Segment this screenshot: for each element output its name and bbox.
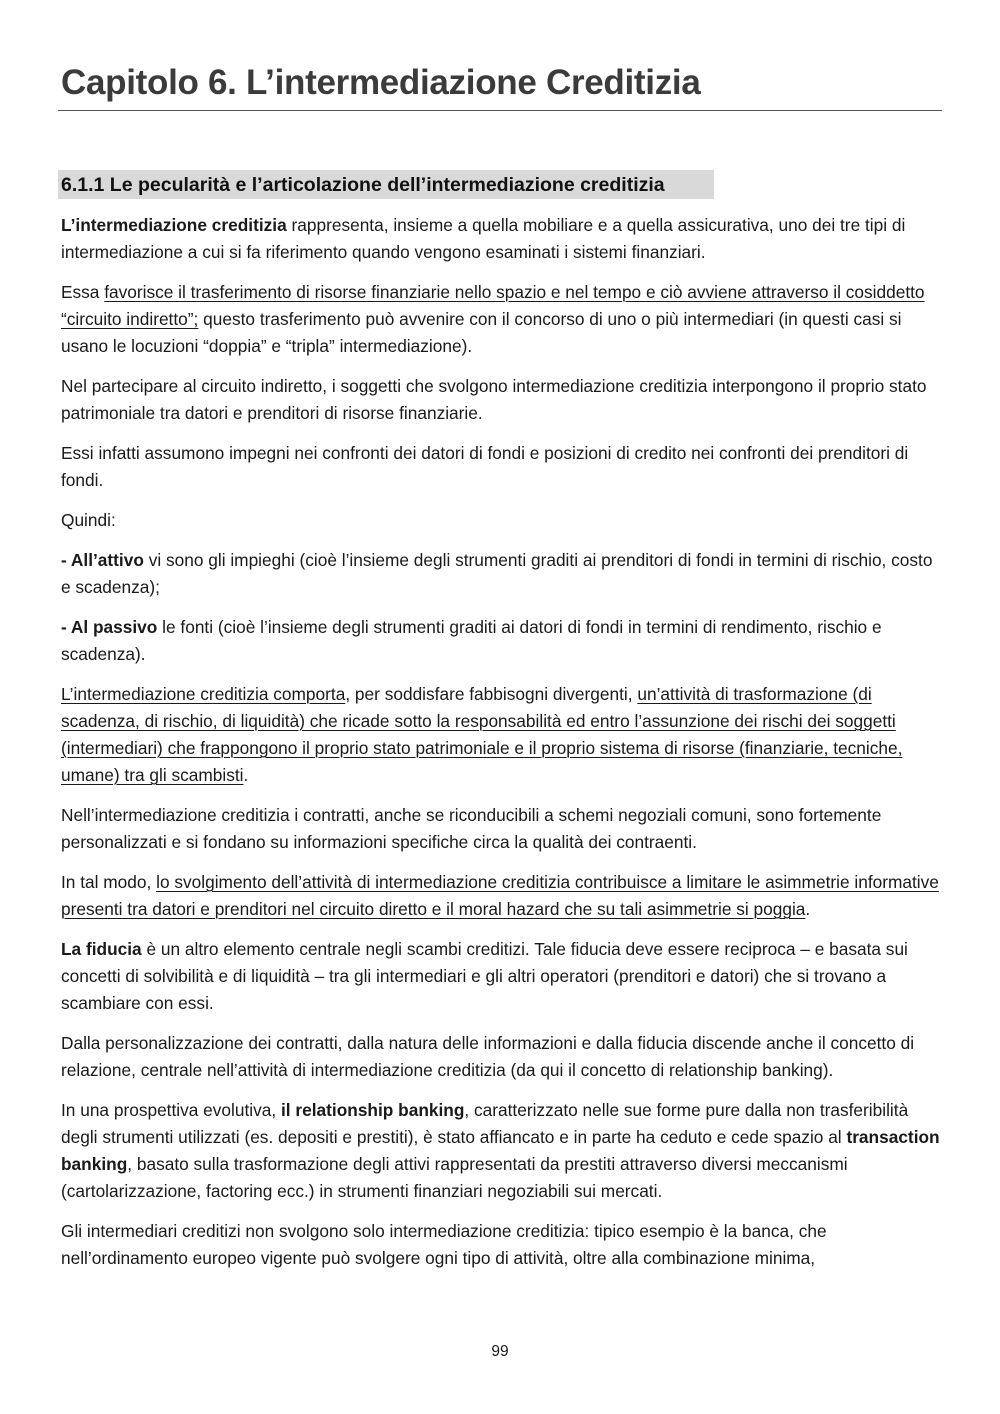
underlined-text: un’attività di trasformazione (di scadenza, di rischio, di liquidità) che ricade sotto la responsabilità ed entro l’assunzione dei rischi dei soggetti (intermediari) che frappongono il proprio stato patrimoniale e il proprio sistema di risorse (finanziarie, tecniche, umane) tra gli scambisti [61, 684, 903, 785]
page-number: 99 [491, 1343, 509, 1360]
chapter-divider [58, 110, 942, 111]
paragraph-text: vi sono gli impieghi (cioè l’insieme degli strumenti graditi ai prenditori di fondi in termini di rischio, costo e scadenza); [61, 550, 933, 597]
list-item-attivo [61, 547, 941, 601]
paragraph-intermediari-creditizi [61, 1218, 941, 1272]
paragraph-trasformazione [61, 681, 941, 789]
bold-term: il relationship banking [281, 1100, 465, 1120]
paragraph-text: In una prospettiva evolutiva, [61, 1100, 281, 1120]
paragraph-text: , caratterizzato nelle sue forme pure dalla non trasferibilità degli strumenti utilizzati (es. depositi e prestiti), è stato affiancato e in parte ha ceduto e cede spazio al [61, 1100, 909, 1147]
underlined-text: favorisce il trasferimento di risorse finanziarie nello spazio e nel tempo e ciò avviene attraverso il cosiddetto “circuito indiretto”; [61, 282, 925, 329]
paragraph-text: rappresenta, insieme a quella mobiliare e a quella assicurativa, uno dei tre tipi di intermediazione a cui si fa riferimento quando vengono esaminati i sistemi finanziari. [61, 215, 906, 262]
paragraph-fiducia [61, 936, 941, 1017]
paragraph-intermediazione-definition [61, 212, 941, 266]
paragraph-asimmetrie [61, 869, 941, 923]
paragraph-text: , basato sulla trasformazione degli attivi rappresentati da prestiti attraverso diversi meccanismi (cartolarizzazione, factoring ecc.) in strumenti finanziari negoziabili sui mercati. [61, 1154, 848, 1201]
paragraph-text: In tal modo, [61, 872, 157, 892]
paragraph-text: Nel partecipare al circuito indiretto, i soggetti che svolgono intermediazione creditizia interpongono il proprio stato patrimoniale tra datori e prenditori di risorse finanziarie. [61, 376, 927, 423]
paragraph-text: , per soddisfare fabbisogni divergenti, [345, 684, 638, 704]
paragraph-impegni [61, 440, 941, 494]
paragraph-text: . [805, 899, 811, 919]
bold-term: - All’attivo [61, 550, 144, 570]
paragraph-text: Essa [61, 282, 105, 302]
paragraph-text: questo trasferimento può avvenire con il concorso di uno o più intermediari (in questi casi si usano le locuzioni “doppia” e “tripla” intermediazione). [61, 309, 902, 356]
paragraph-relationship-banking [61, 1097, 941, 1205]
bold-term: - Al passivo [61, 617, 158, 637]
paragraph-text: Quindi: [61, 510, 116, 530]
paragraph-text: . [243, 765, 249, 785]
paragraph-text: le fonti (cioè l’insieme degli strumenti graditi ai datori di fondi in termini di rendimento, rischio e scadenza). [61, 617, 882, 664]
bold-term: L’intermediazione creditizia [61, 215, 287, 235]
section-heading: 6.1.1 Le pecularità e l’articolazione dell’intermediazione creditizia [58, 170, 714, 199]
paragraph-quindi [61, 507, 941, 534]
paragraph-text: Nell’intermediazione creditizia i contratti, anche se riconducibili a schemi negoziali comuni, sono fortemente personalizzati e si fondano su informazioni specifiche circa la qualità dei contraenti. [61, 805, 882, 852]
body-text [61, 212, 941, 1285]
bold-term: La fiducia [61, 939, 142, 959]
paragraph-text: Dalla personalizzazione dei contratti, dalla natura delle informazioni e dalla fiducia discende anche il concetto di relazione, centrale nell’attività di intermediazione creditizia (da qui il concetto di relationship banking). [61, 1033, 915, 1080]
underlined-text: lo svolgimento dell’attività di intermediazione creditizia contribuisce a limitare le asimmetrie informative presenti tra datori e prenditori nel circuito diretto e il moral hazard che su tali asimmetrie si poggia [61, 872, 939, 919]
paragraph-relazione [61, 1030, 941, 1084]
paragraph-text: Gli intermediari creditizi non svolgono solo intermediazione creditizia: tipico esempio è la banca, che nell’ordinamento europeo vigente può svolgere ogni tipo di attività, oltre alla combinazione minima, [61, 1221, 827, 1268]
list-item-passivo [61, 614, 941, 668]
bold-term: transaction banking [61, 1127, 940, 1174]
paragraph-contratti [61, 802, 941, 856]
underlined-text: L’intermediazione creditizia comporta [61, 684, 346, 704]
paragraph-stato-patrimoniale [61, 373, 941, 427]
chapter-title: Capitolo 6. L’intermediazione Creditizia [61, 63, 701, 102]
paragraph-circuito-indiretto [61, 279, 941, 360]
paragraph-text: Essi infatti assumono impegni nei confronti dei datori di fondi e posizioni di credito nei confronti dei prenditori di fondi. [61, 443, 909, 490]
paragraph-text: è un altro elemento centrale negli scambi creditizi. Tale fiducia deve essere reciproca – e basata sui concetti di solvibilità e di liquidità – tra gli intermediari e gli altri operatori (prenditori e datori) che si trovano a scambiare con essi. [61, 939, 908, 1013]
